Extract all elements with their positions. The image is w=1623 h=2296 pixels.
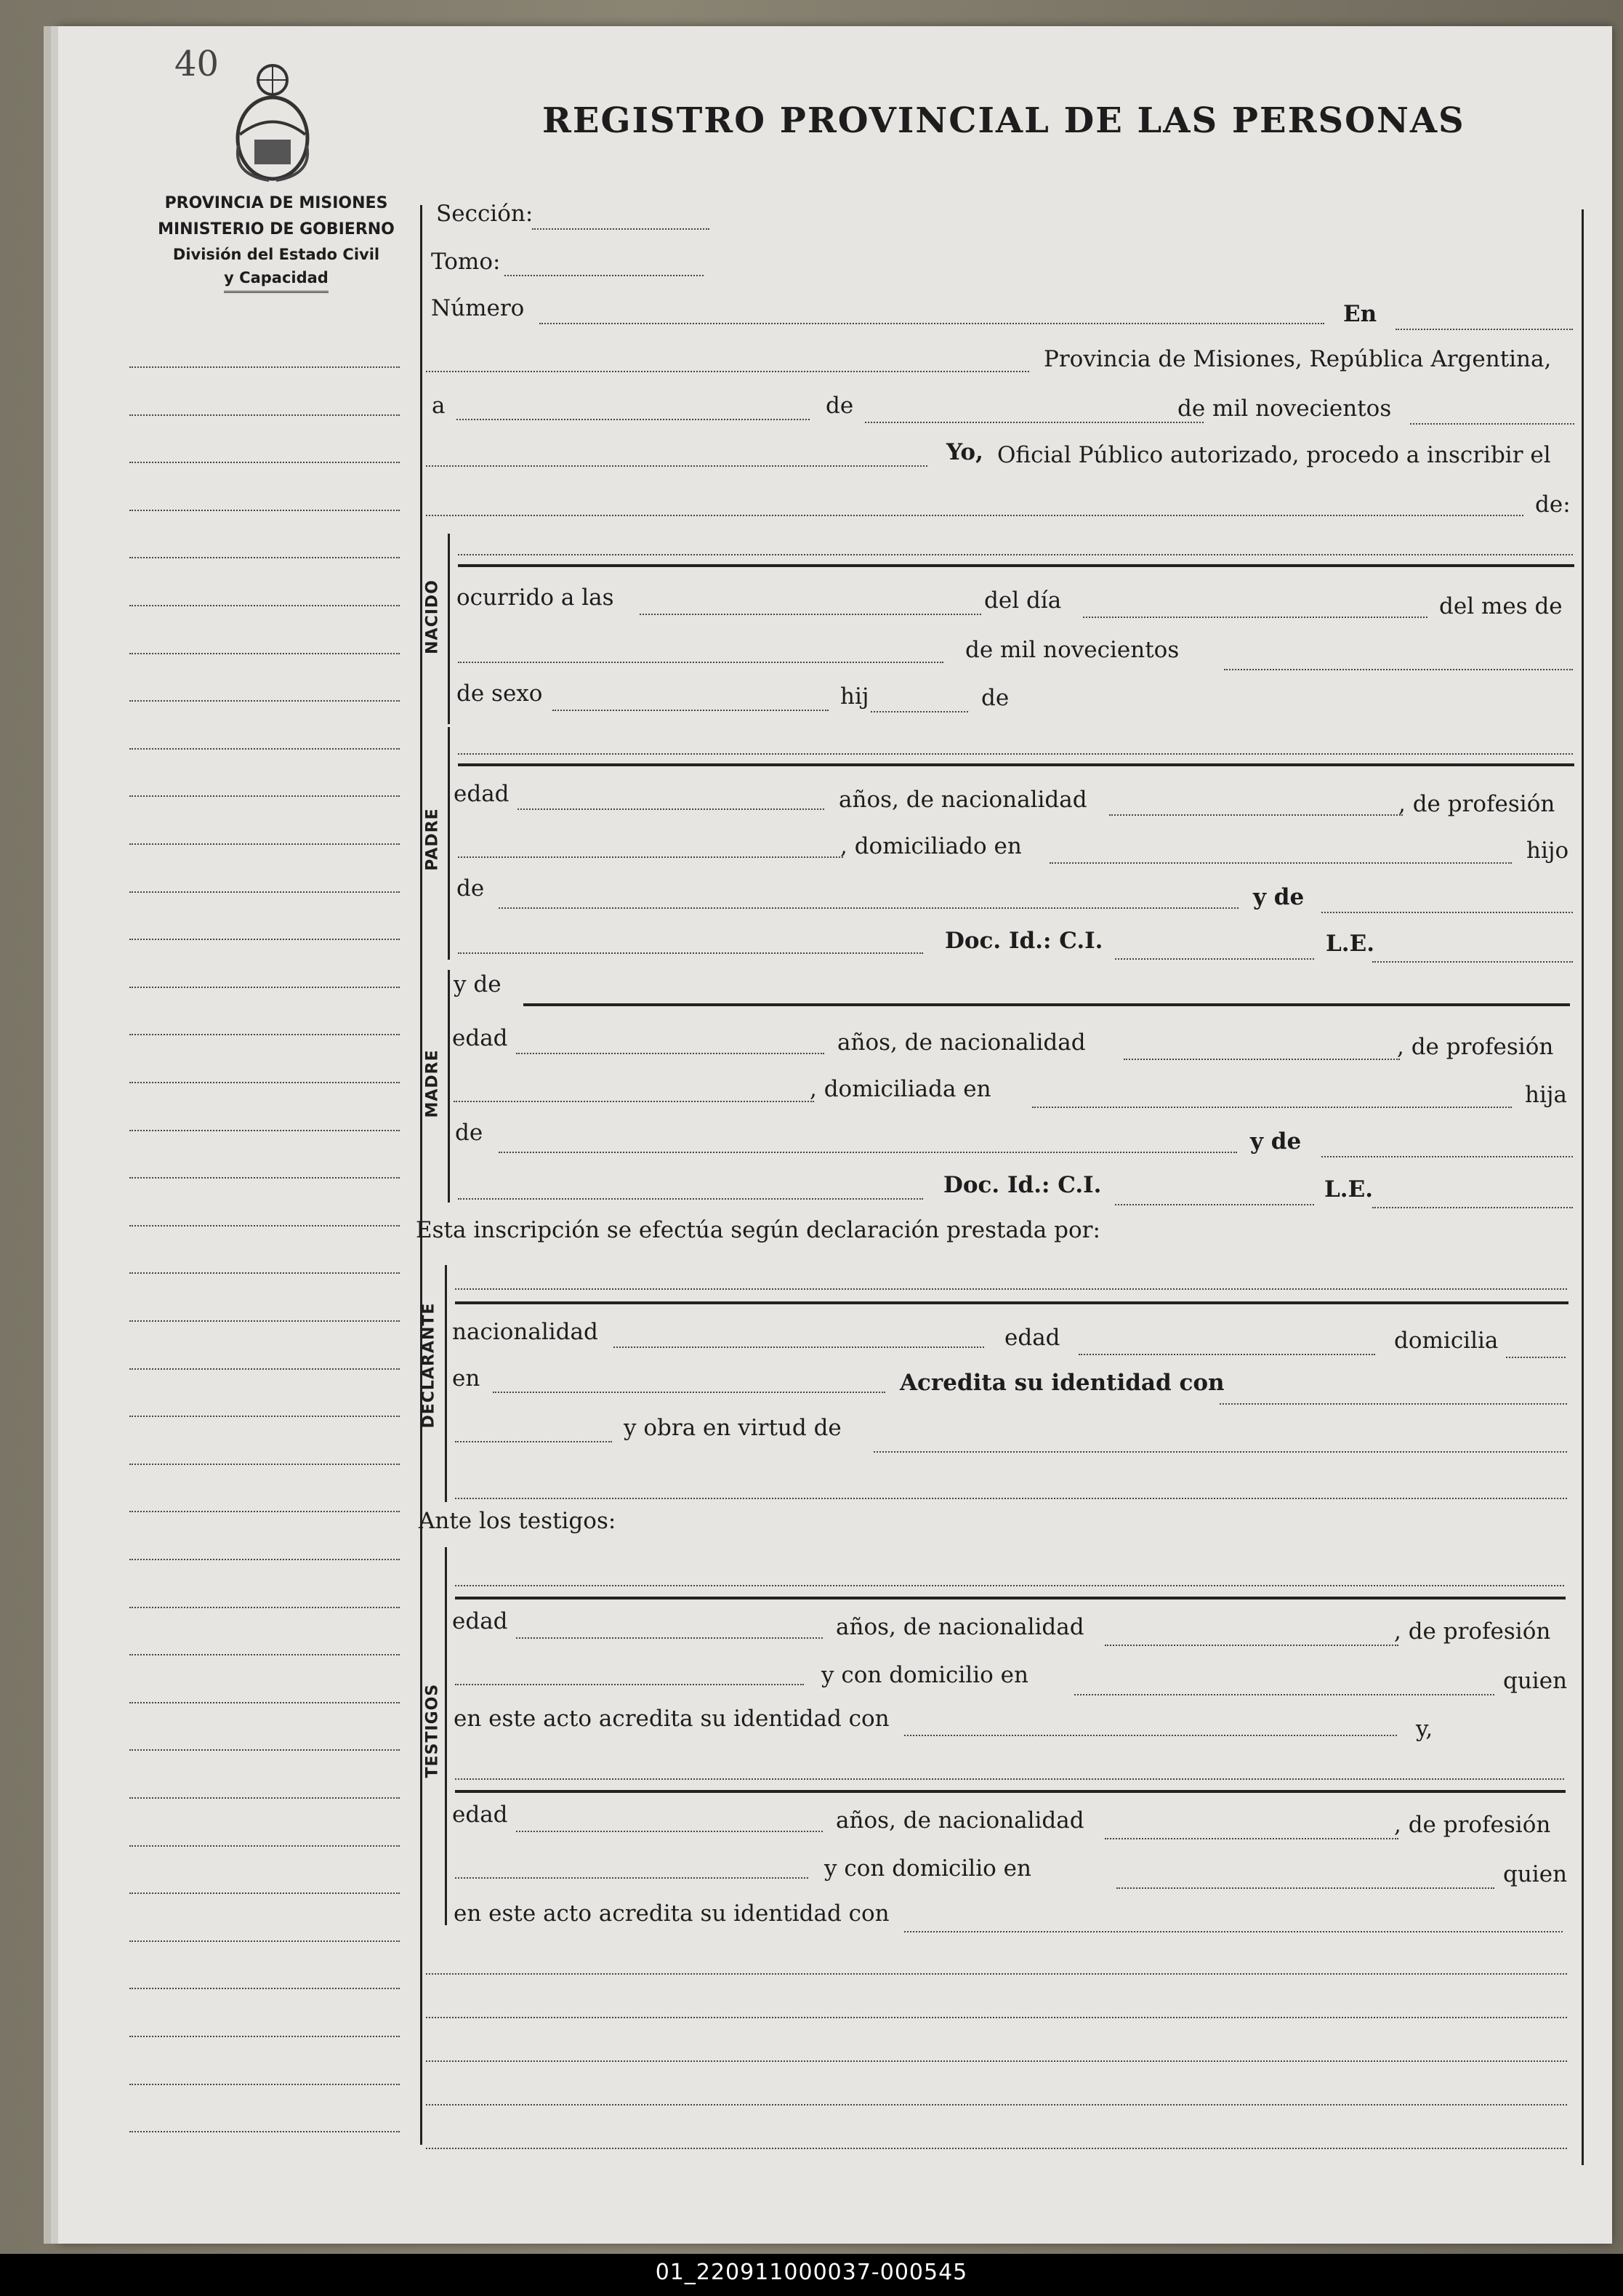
- declarante-identidad-field[interactable]: [1220, 1403, 1567, 1405]
- declarante-nacionalidad-label: nacionalidad: [452, 1319, 598, 1345]
- nacido-de-label: de: [981, 685, 1010, 711]
- notes-line[interactable]: [426, 2104, 1567, 2106]
- margin-line[interactable]: [129, 1892, 400, 1894]
- testigo1-rule-horizontal: [455, 1597, 1566, 1599]
- testigo1-edad-field[interactable]: [516, 1637, 823, 1639]
- testigo2-domicilio-field[interactable]: [1116, 1887, 1494, 1889]
- madre-rule: [448, 970, 450, 1203]
- madre-le-field[interactable]: [1372, 1207, 1573, 1208]
- madre-padre-field[interactable]: [499, 1152, 1237, 1153]
- margin-line[interactable]: [129, 1416, 400, 1417]
- nacido-nombre-field[interactable]: [458, 554, 1573, 555]
- testigo1-identidad-field[interactable]: [904, 1735, 1397, 1736]
- madre-nacionalidad-field[interactable]: [1124, 1059, 1400, 1060]
- margin-line[interactable]: [129, 1082, 400, 1083]
- nacido-section-label: NACIDO: [423, 579, 442, 654]
- seccion-label: Sección:: [436, 201, 533, 227]
- padre-domiciliado-label: , domiciliado en: [840, 833, 1022, 859]
- margin-line[interactable]: [129, 1845, 400, 1847]
- declarante-nacionalidad-field[interactable]: [613, 1346, 984, 1348]
- seccion-field[interactable]: [532, 228, 709, 230]
- testigo2-profesion-field[interactable]: [455, 1877, 808, 1879]
- ocurrido-label: ocurrido a las: [456, 585, 614, 611]
- testigo1-profesion-field[interactable]: [455, 1684, 804, 1685]
- testigos-intro-text: Ante los testigos:: [419, 1508, 616, 1534]
- testigo2-identidad-field[interactable]: [904, 1931, 1563, 1932]
- del-mes-label: del mes de: [1439, 593, 1563, 619]
- testigo2-edad-label: edad: [452, 1802, 508, 1828]
- madre-domiciliada-label: , domiciliada en: [810, 1076, 991, 1102]
- sexo-field[interactable]: [552, 710, 829, 711]
- provincia-text: Provincia de Misiones, República Argentina,: [1044, 346, 1552, 372]
- padre-nacionalidad-field[interactable]: [1109, 814, 1403, 816]
- nacido-rule: [448, 534, 450, 724]
- testigo2-domicilio-label: y con domicilio en: [824, 1855, 1031, 1882]
- madre-doc-label: Doc. Id.: C.I.: [943, 1172, 1102, 1198]
- de-colon-label: de:: [1535, 491, 1571, 518]
- nacido-rule-horizontal: [458, 564, 1574, 567]
- testigo1-domicilio-field[interactable]: [1074, 1694, 1494, 1695]
- padre-domicilio-field[interactable]: [1050, 862, 1512, 864]
- mil-novecientos-label: de mil novecientos: [1177, 396, 1392, 422]
- notes-line[interactable]: [426, 2148, 1567, 2149]
- margin-line[interactable]: [129, 1368, 400, 1370]
- padre-doc-label: Doc. Id.: C.I.: [945, 928, 1103, 954]
- hora-field[interactable]: [640, 614, 981, 615]
- margin-line[interactable]: [129, 1225, 400, 1227]
- scan-caption: 01_220911000037-000545: [655, 2260, 968, 2285]
- madre-de-label: de: [455, 1120, 483, 1146]
- de-label: de: [826, 393, 854, 419]
- a-label: a: [432, 393, 446, 419]
- margin-line[interactable]: [129, 1559, 400, 1560]
- notes-line[interactable]: [426, 2017, 1567, 2018]
- authority-province: PROVINCIA DE MISIONES: [164, 194, 388, 212]
- testigo1-acredita-label: en este acto acredita su identidad con: [454, 1706, 890, 1732]
- page-number: 40: [174, 44, 220, 84]
- testigo1-profesion-label: , de profesión: [1394, 1618, 1551, 1645]
- declarante-rule: [445, 1265, 447, 1502]
- madre-nacionalidad-label: años, de nacionalidad: [837, 1029, 1086, 1056]
- padre-extra-field[interactable]: [458, 952, 923, 954]
- numero-label: Número: [431, 295, 525, 321]
- del-dia-label: del día: [984, 587, 1062, 614]
- oficial-prefix-field[interactable]: [426, 465, 927, 467]
- testigo2-quien-label: quien: [1503, 1861, 1568, 1887]
- padre-le-label: L.E.: [1326, 931, 1375, 957]
- madre-extra-field[interactable]: [458, 1198, 923, 1200]
- margin-line[interactable]: [129, 2131, 400, 2132]
- testigo1-nombre-field[interactable]: [455, 1585, 1564, 1586]
- declarante-en-label: en: [452, 1365, 480, 1392]
- en-field[interactable]: [1396, 329, 1573, 330]
- authority-division: División del Estado Civil: [172, 246, 380, 263]
- margin-line[interactable]: [129, 557, 400, 558]
- madre-y-de-top-label: y de: [454, 971, 502, 998]
- authority-ministry: MINISTERIO DE GOBIERNO: [158, 220, 395, 238]
- numero-field[interactable]: [539, 323, 1324, 324]
- nacido-dia-field[interactable]: [1083, 617, 1427, 618]
- inscripcion-field[interactable]: [426, 515, 1523, 516]
- padre-section-label: PADRE: [423, 808, 442, 871]
- main-right-rule: [1582, 209, 1584, 2165]
- margin-line[interactable]: [129, 939, 400, 940]
- testigo1-edad-label: edad: [452, 1608, 508, 1634]
- oficial-text: Oficial Público autorizado, procedo a inscribir el: [997, 442, 1551, 468]
- padre-nombre-field[interactable]: [458, 753, 1573, 755]
- margin-line[interactable]: [129, 1654, 400, 1655]
- madre-le-label: L.E.: [1324, 1176, 1374, 1203]
- testigo2-acredita-label: en este acto acredita su identidad con: [454, 1900, 890, 1927]
- declaracion-text: Esta inscripción se efectúa según declaración prestada por:: [416, 1217, 1100, 1243]
- sexo-label: de sexo: [456, 681, 543, 707]
- padre-madre-field[interactable]: [1321, 912, 1573, 913]
- nacido-mil-novecientos-label: de mil novecientos: [965, 637, 1180, 663]
- margin-line[interactable]: [129, 987, 400, 988]
- margin-line[interactable]: [129, 1607, 400, 1608]
- main-left-rule: [420, 205, 422, 2145]
- declarante-domicilio-field[interactable]: [493, 1392, 885, 1393]
- tomo-field[interactable]: [504, 275, 704, 276]
- margin-line[interactable]: [129, 605, 400, 606]
- madre-domicilio-field[interactable]: [1032, 1107, 1512, 1108]
- declarante-edad-field[interactable]: [1079, 1354, 1375, 1355]
- margin-line[interactable]: [129, 1177, 400, 1179]
- anio-field[interactable]: [1410, 423, 1574, 425]
- margin-line[interactable]: [129, 1130, 400, 1131]
- padre-edad-label: edad: [454, 781, 510, 807]
- notes-line[interactable]: [426, 1973, 1567, 1975]
- en-label: En: [1343, 301, 1377, 327]
- yo-label: Yo,: [946, 439, 983, 465]
- margin-line[interactable]: [129, 510, 400, 511]
- testigo2-nombre-field[interactable]: [455, 1778, 1564, 1780]
- testigo2-rule-horizontal: [455, 1790, 1566, 1793]
- hij-label: hij: [840, 683, 869, 710]
- margin-line[interactable]: [129, 795, 400, 797]
- margin-line[interactable]: [129, 1320, 400, 1322]
- margin-line[interactable]: [129, 462, 400, 463]
- declarante-obra-label: y obra en virtud de: [624, 1415, 842, 1441]
- margin-line[interactable]: [129, 1034, 400, 1035]
- padre-y-de-label: y de: [1253, 884, 1305, 910]
- padre-profesion-label: , de profesión: [1398, 791, 1555, 817]
- testigos-rule: [445, 1547, 447, 1925]
- testigo1-nacionalidad-field[interactable]: [1105, 1645, 1398, 1646]
- nacido-mes-field[interactable]: [458, 662, 943, 663]
- hija-label: hija: [1525, 1082, 1567, 1108]
- padre-padre-field[interactable]: [499, 907, 1239, 909]
- testigo2-nacionalidad-label: años, de nacionalidad: [836, 1807, 1084, 1834]
- testigo2-profesion-label: , de profesión: [1394, 1812, 1551, 1838]
- padre-rule-horizontal: [458, 763, 1574, 766]
- padre-nacionalidad-label: años, de nacionalidad: [839, 787, 1087, 813]
- notes-line[interactable]: [426, 2060, 1567, 2062]
- margin-line[interactable]: [129, 748, 400, 750]
- madre-section-label: MADRE: [423, 1049, 442, 1118]
- declarante-domicilia-label: domicilia: [1394, 1328, 1499, 1354]
- margin-line[interactable]: [129, 414, 400, 416]
- padre-profesion-field[interactable]: [458, 856, 843, 858]
- testigo2-edad-field[interactable]: [516, 1831, 823, 1832]
- declarante-virtud-field[interactable]: [874, 1451, 1567, 1453]
- margin-line[interactable]: [129, 1749, 400, 1751]
- margin-line[interactable]: [129, 1464, 400, 1465]
- declarante-rule-horizontal: [455, 1301, 1568, 1304]
- argentine-coat-of-arms-icon: [225, 58, 320, 182]
- padre-edad-field[interactable]: [517, 808, 824, 810]
- margin-line[interactable]: [129, 891, 400, 893]
- declarante-edad-label: edad: [1004, 1325, 1060, 1351]
- declarante-domicilia-field[interactable]: [1506, 1357, 1566, 1358]
- madre-profesion-label: , de profesión: [1397, 1034, 1554, 1060]
- margin-line[interactable]: [129, 1940, 400, 1942]
- mes-field[interactable]: [865, 422, 1204, 423]
- dia-field[interactable]: [456, 419, 810, 420]
- declarante-extra-field[interactable]: [455, 1498, 1567, 1499]
- madre-edad-field[interactable]: [516, 1053, 824, 1054]
- margin-line[interactable]: [129, 1988, 400, 1989]
- margin-line[interactable]: [129, 700, 400, 702]
- testigos-section-label: TESTIGOS: [423, 1683, 442, 1778]
- margin-line[interactable]: [129, 2036, 400, 2037]
- padre-rule: [448, 727, 450, 960]
- nacido-anio-field[interactable]: [1224, 669, 1573, 670]
- margin-line[interactable]: [129, 366, 400, 368]
- hijo-label: hijo: [1526, 838, 1569, 864]
- tomo-label: Tomo:: [431, 249, 501, 275]
- declarante-nombre-field[interactable]: [455, 1288, 1567, 1290]
- padre-ci-field[interactable]: [1115, 958, 1314, 960]
- padre-le-field[interactable]: [1372, 961, 1573, 963]
- madre-nombre-field[interactable]: [523, 1003, 1570, 1006]
- lugar-field[interactable]: [426, 371, 1029, 372]
- authority-capacity: y Capacidad: [224, 266, 329, 293]
- testigo1-nacionalidad-label: años, de nacionalidad: [836, 1614, 1084, 1640]
- madre-edad-label: edad: [452, 1025, 508, 1051]
- testigo1-y-label: y,: [1416, 1716, 1433, 1742]
- declarante-section-label: DECLARANTE: [419, 1302, 438, 1429]
- madre-y-de-label: y de: [1250, 1128, 1302, 1155]
- testigo1-quien-label: quien: [1503, 1668, 1568, 1694]
- declarante-acredita-label: Acredita su identidad con: [900, 1370, 1225, 1396]
- hij-field[interactable]: [871, 711, 968, 713]
- margin-line[interactable]: [129, 2084, 400, 2085]
- margin-line[interactable]: [129, 1702, 400, 1703]
- margin-line[interactable]: [129, 1511, 400, 1512]
- padre-de-label: de: [456, 875, 485, 902]
- madre-madre-field[interactable]: [1321, 1156, 1573, 1157]
- madre-profesion-field[interactable]: [454, 1101, 814, 1102]
- margin-line[interactable]: [129, 843, 400, 845]
- declarante-doc-field[interactable]: [455, 1441, 612, 1442]
- form-title: REGISTRO PROVINCIAL DE LAS PERSONAS: [542, 100, 1465, 141]
- issuing-authority: [138, 190, 414, 293]
- margin-line[interactable]: [129, 653, 400, 654]
- margin-line[interactable]: [129, 1797, 400, 1799]
- testigo1-domicilio-label: y con domicilio en: [821, 1662, 1028, 1688]
- testigo2-nacionalidad-field[interactable]: [1105, 1838, 1398, 1839]
- madre-ci-field[interactable]: [1115, 1204, 1314, 1205]
- margin-line[interactable]: [129, 1272, 400, 1274]
